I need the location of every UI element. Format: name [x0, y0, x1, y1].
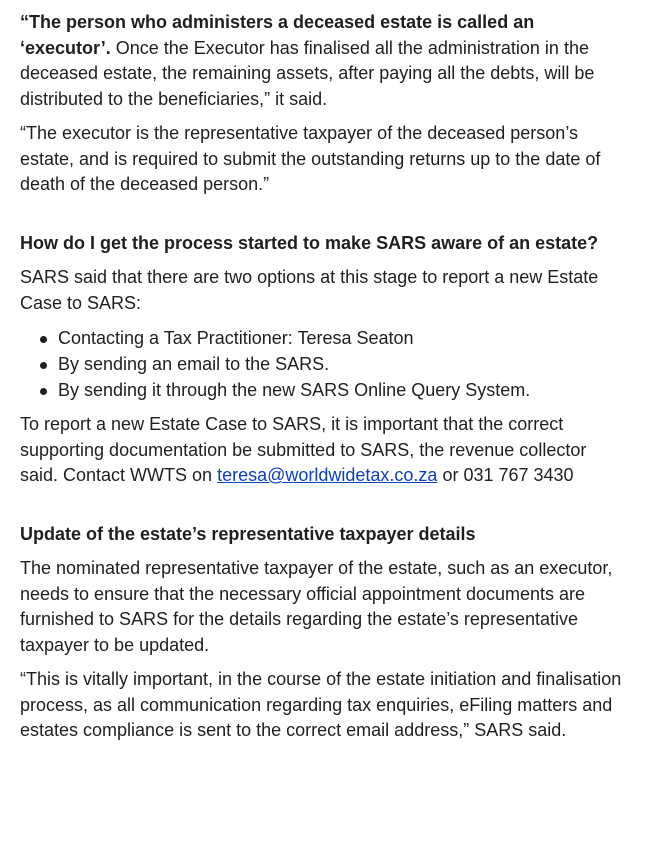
list-item: Contacting a Tax Practitioner: Teresa Seaton	[58, 325, 629, 351]
section-spacer	[20, 207, 629, 231]
vitally-important-paragraph: “This is vitally important, in the course of the estate initiation and finalisation process, as all communication regarding tax enquiries, eFiling matters and estates compliance is sent to the correct email address,” SARS said.	[20, 669, 622, 740]
list-item: By sending it through the new SARS Online Query System.	[58, 377, 629, 403]
executor-quote-paragraph: “The executor is the representative taxpayer of the deceased person’s estate, and is required to submit the outstanding returns up to the date of death of the deceased person.”	[20, 123, 601, 194]
section-heading-process: How do I get the process started to make SARS aware of an estate?	[20, 232, 599, 253]
options-list	[20, 325, 629, 403]
intro-bold-lead: “The person who administers a deceased estate is called an ‘executor’.	[20, 12, 535, 58]
phone-text: or 031 767 3430	[437, 465, 574, 485]
report-paragraph	[20, 412, 629, 489]
list-item: By sending an email to the SARS.	[58, 351, 629, 377]
section-spacer	[20, 498, 629, 522]
email-link[interactable]: teresa@worldwidetax.co.za	[217, 465, 438, 485]
intro-paragraph	[20, 10, 629, 112]
intro-rest: Once the Executor has finalised all the administration in the deceased estate, the remaining assets, after paying all the debts, will be distributed to the beneficiaries,” it said.	[20, 37, 595, 109]
options-intro-paragraph: SARS said that there are two options at this stage to report a new Estate Case to SARS:	[20, 267, 599, 313]
nominated-paragraph: The nominated representative taxpayer of the estate, such as an executor, needs to ensure that the necessary official appointment documents are furnished to SARS for the details regarding the estate’s representative taxpayer to be updated.	[20, 558, 613, 655]
section-heading-update: Update of the estate’s representative taxpayer details	[20, 523, 476, 544]
report-text: To report a new Estate Case to SARS, it is important that the correct supporting documentation be submitted to SARS, the revenue collector said. Contact WWTS on	[20, 414, 587, 485]
